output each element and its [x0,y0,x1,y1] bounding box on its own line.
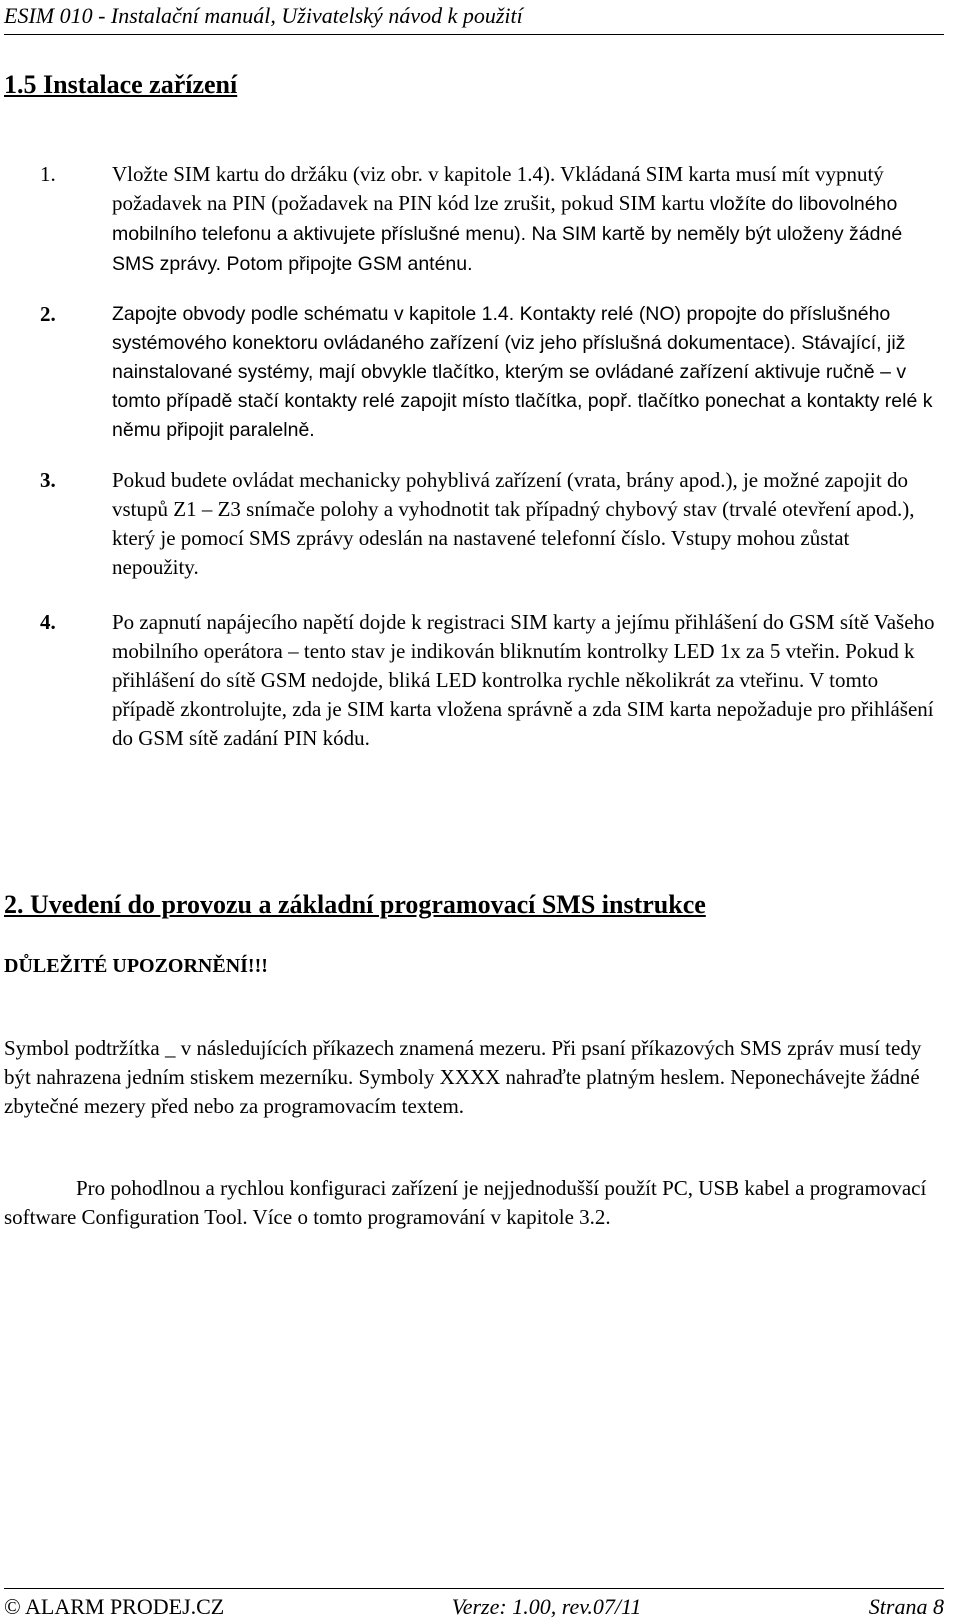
list-text: Po zapnutí napájecího napětí dojde k registraci SIM karty a jejímu přihlášení do GSM sítě Vašeho mobilního operátora – tento stav je indikován bliknutím kontrolky LED 1x za 5 vteřin. Pokud k přihlášení do sítě GSM nedojde, bliká LED kontrolka rychle několikrát za vteřinu. V tomto případě zkontrolujte, zda je SIM karta vložena správně a zda SIM karta nepožaduje pro přihlášení do GSM sítě zadání PIN kódu. [112,610,935,750]
list-number: 1. [40,162,56,186]
list-item-2 [40,300,940,445]
list-number: 4. [40,610,56,634]
paragraph-underscore-note: Symbol podtržítka _ v následujících příkazech znamená mezeru. Při psaní příkazových SMS zpráv musí tedy být nahrazena jedním stiskem mezerníku. Symboly XXXX nahraďte platným heslem. Neponechávejte žádné zbytečné mezery před nebo za programovacím textem. [4,1036,922,1118]
list-item-1 [40,160,940,279]
footer-page-number: Strana 8 [868,1594,944,1619]
section-heading-installation: 1.5 Instalace zařízení [4,70,238,99]
section-heading-operation: 2. Uvedení do provozu a základní programovací SMS instrukce [4,890,706,919]
document-footer [4,1588,944,1621]
list-text-part-a: Vložte SIM kartu do držáku (viz obr. v kapitole 1.4). Vkládaná SIM karta musí mít vypnutý požadavek na PIN (požadavek na PIN kód lze zrušit, pokud SIM kartu [112,162,884,215]
list-text: Pokud budete ovládat mechanicky pohyblivá zařízení (vrata, brány apod.), je možné zapojit do vstupů Z1 – Z3 snímače polohy a vyhodnotit tak případný chybový stav (trvalé otevření apod.), který je pomocí SMS zprávy odeslán na nastavené telefonní číslo. Vstupy mohou zůstat nepoužity. [112,468,915,579]
list-text-part-b: vložíte do libovolného mobilního telefonu a aktivujete příslušné menu). Na SIM kartě by neměly být uloženy žádné SMS zprávy. Potom připojte GSM anténu. [112,193,903,275]
list-number: 3. [40,468,56,492]
list-text [112,160,940,279]
paragraph-configuration-tool: Pro pohodlnou a rychlou konfiguraci zařízení je nejjednodušší použít PC, USB kabel a programovací software Configuration Tool. Více o tomto programování v kapitole 3.2. [4,1176,927,1229]
footer-version: Verze: 1.00, rev.07/11 [451,1594,642,1619]
list-item-3 [40,466,940,582]
document-header: ESIM 010 - Instalační manuál, Uživatelský návod k použití [4,0,944,35]
list-item-4 [40,608,940,753]
warning-heading: DŮLEŽITÉ UPOZORNĚNÍ!!! [4,955,268,977]
list-number: 2. [40,302,56,326]
list-text: Zapojte obvody podle schématu v kapitole 1.4. Kontakty relé (NO) propojte do příslušného systémového konektoru ovládaného zařízení (viz jeho příslušná dokumentace). Stávající, již nainstalované systémy, mají obvykle tlačítko, kterým se ovládané zařízení aktivuje ručně – v tomto případě stačí kontakty relé zapojit místo tlačítka, popř. tlačítko ponechat a kontakty relé k němu připojit paralelně. [112,303,933,441]
footer-copyright: © ALARM PRODEJ.CZ [4,1594,225,1619]
